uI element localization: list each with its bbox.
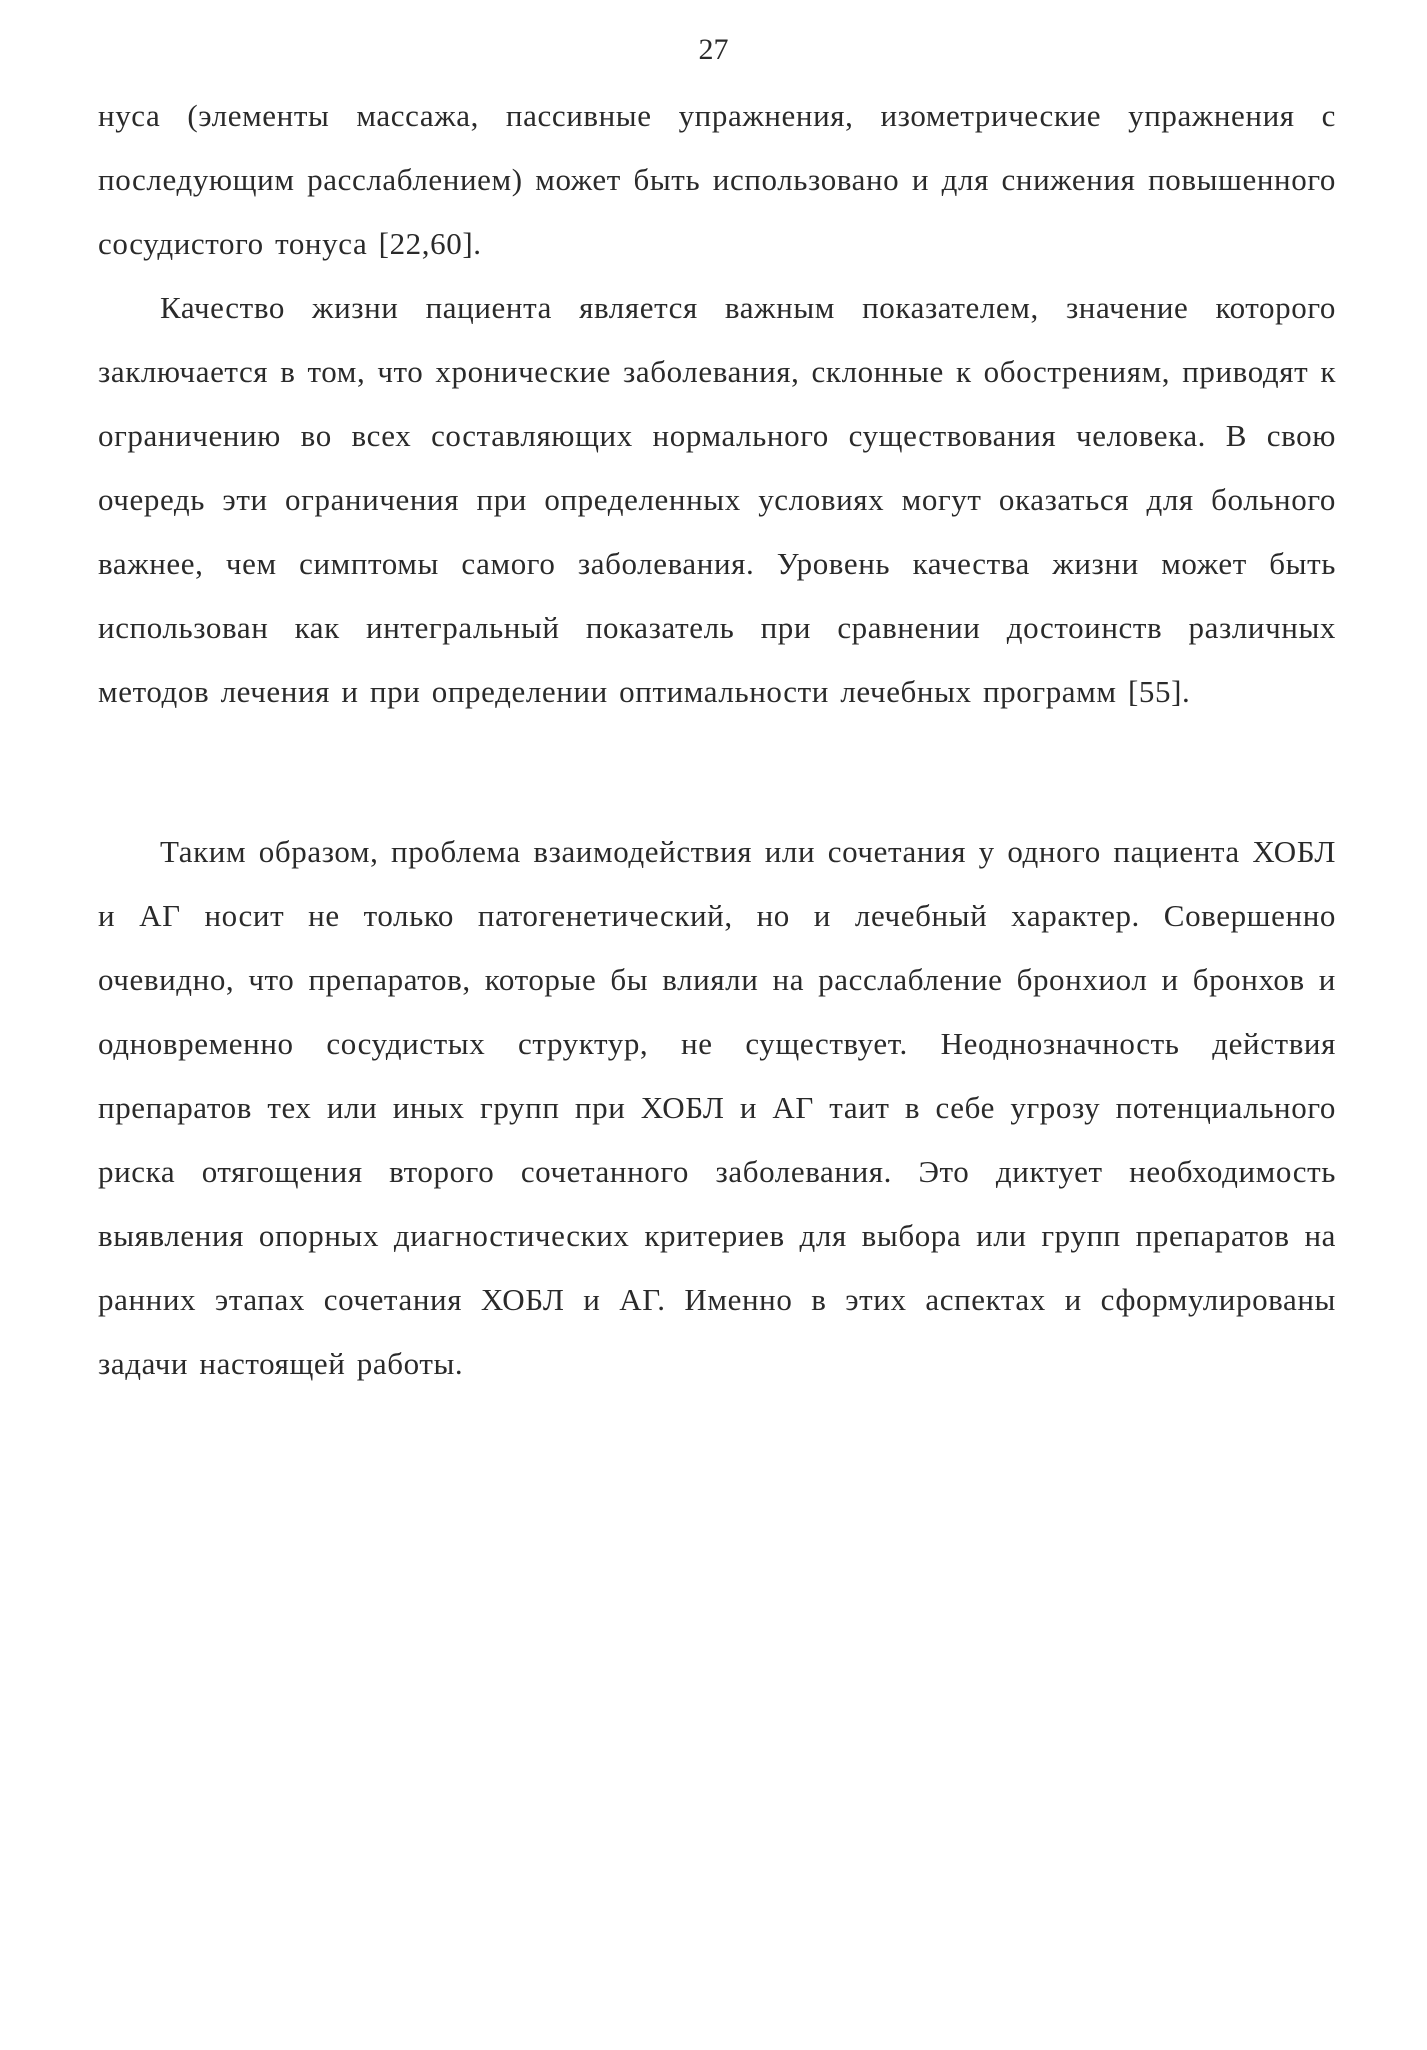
paragraph-text: Таким образом, проблема взаимодействия или сочетания у одного пациента ХОБЛ и АГ носит не только патогенетический, но и лечебный характер. Совершенно очевидно, что препаратов, которые бы влияли на расслабление бронхиол и бронхов и одновременно сосудистых структур, не существует. Неоднозначность действия препаратов тех или иных групп при ХОБЛ и АГ таит в себе угрозу потенциального риска отягощения второго сочетанного заболевания. Это диктует необходимость выявления опорных диагностических критериев для выбора или групп препаратов на ранних этапах сочетания ХОБЛ и АГ. Именно в этих аспектах и сформулированы задачи настоящей работы. — [98, 834, 1336, 1381]
paragraph-continuation — [98, 84, 1336, 276]
page-number: 27 — [698, 33, 729, 66]
paragraph-conclusion — [98, 820, 1336, 1396]
paragraph-quality-of-life — [98, 276, 1336, 724]
paragraph-text: нуса (элементы массажа, пассивные упражнения, изометрические упражнения с последующим расслаблением) может быть использовано и для снижения повышенного сосудистого тонуса [22,60]. — [98, 98, 1336, 261]
paragraph-text: Качество жизни пациента является важным показателем, значение которого заключается в том, что хронические заболевания, склонные к обострениям, приводят к ограничению во всех составляющих нормального существования человека. В свою очередь эти ограничения при определенных условиях могут оказаться для больного важнее, чем симптомы самого заболевания. Уровень качества жизни может быть использован как интегральный показатель при сравнении достоинств различных методов лечения и при определении оптимальности лечебных программ [55]. — [98, 290, 1336, 709]
